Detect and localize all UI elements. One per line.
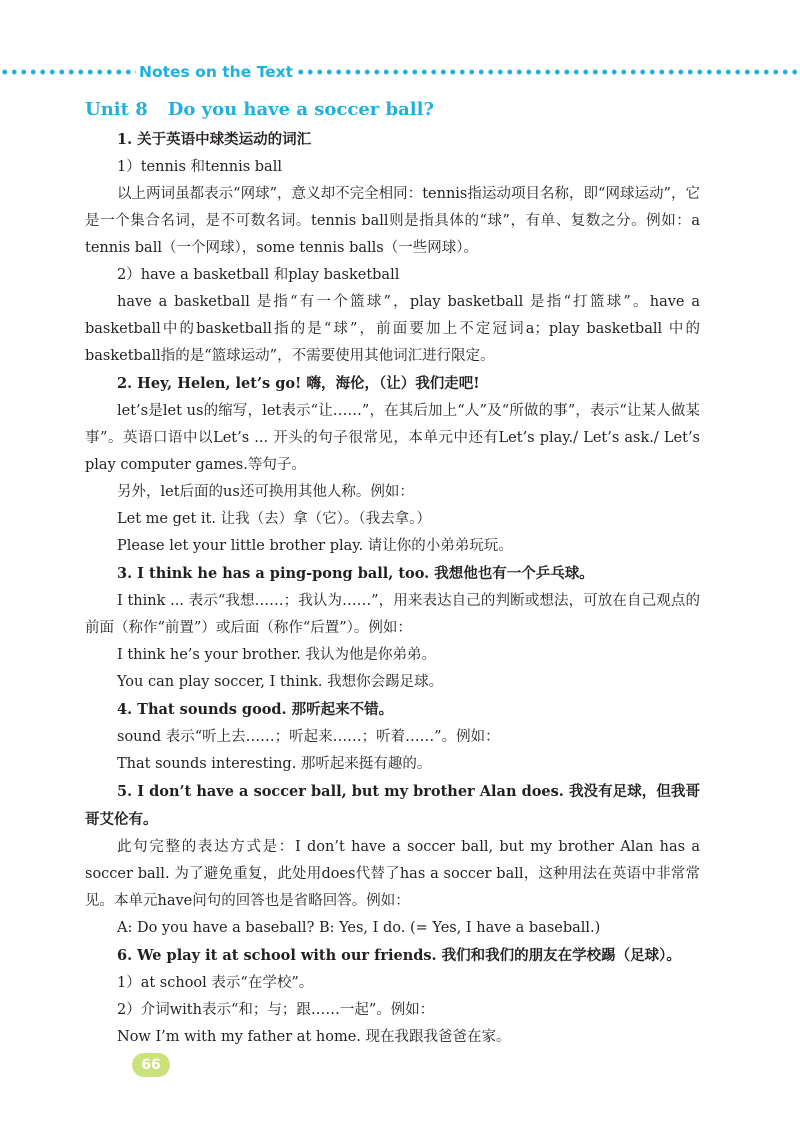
note-3-para: I think ... 表示“我想……；我认为……”，用来表达自己的判断或想法，可放在自己观点的前面（称作“前置”）或后面（称作“后置”）。例如： (85, 593, 700, 636)
note-2-para-1: let’s是let us的缩写，let表示“让……”，在其后加上“人”及“所做的事”，表示“让某人做某事”。英语口语中以Let’s ... 开头的句子很常见，本单元中还有Let’s play./ Let’s ask./ Let’s play computer games.等句子。 (85, 403, 700, 473)
unit-title: Do you have a soccer ball? (167, 99, 435, 120)
note-6-sub-2: 2）介词with表示“和；与；跟……一起”。例如： (117, 1002, 435, 1018)
page-number: 66 (132, 1053, 170, 1077)
section-header (0, 60, 800, 84)
note-1-para-1: 以上两词虽都表示“网球”，意义却不完全相同：tennis指运动项目名称，即“网球运动”，它是一个集合名词，是不可数名词。tennis ball则是指具体的“球”，有单、复数之分。例如：a tennis ball（一个网球），some tennis balls（一些网球）。 (85, 186, 700, 256)
note-5-para: 此句完整的表达方式是：I don’t have a soccer ball, but my brother Alan has a soccer ball. 为了避免重复，此处用does代替了has a soccer ball，这种用法在英语中非常常见。本单元have问句的回答也是省略回答。例如： (85, 839, 700, 909)
unit-label: Unit 8 (85, 99, 148, 120)
note-5-heading: 5. I don’t have a soccer ball, but my brother Alan does. 我没有足球，但我哥哥艾伦有。 (85, 783, 700, 828)
note-3-example-1: I think he’s your brother. 我认为他是你弟弟。 (117, 647, 436, 663)
note-2-example-1: Let me get it. 让我（去）拿（它）。（我去拿。） (117, 511, 431, 527)
note-1-para-2: have a basketball 是指“有一个篮球”，play basketball 是指“打篮球”。have a basketball中的basketball指的是“球”，前面要加上不定冠词a；play basketball 中的basketball指的是“篮球运动”，不需要使用其他词汇进行限定。 (85, 294, 700, 364)
note-4-para: sound 表示“听上去……；听起来……；听着……”。例如： (117, 729, 500, 745)
note-1-sub-1: 1）tennis 和tennis ball (117, 159, 282, 175)
note-5-example: A: Do you have a baseball? B: Yes, I do. (= Yes, I have a baseball.) (117, 920, 601, 936)
note-6-example: Now I’m with my father at home. 现在我跟我爸爸在家。 (117, 1029, 511, 1045)
note-1-sub-2: 2）have a basketball 和play basketball (117, 267, 400, 283)
header-title: Notes on the Text (139, 63, 294, 81)
note-2-heading: 2. Hey, Helen, let’s go! 嗨，海伦，（让）我们走吧! (117, 375, 480, 392)
note-3-heading: 3. I think he has a ping-pong ball, too. 我想他也有一个乒乓球。 (117, 565, 594, 582)
note-2-example-2: Please let your little brother play. 请让你的小弟弟玩玩。 (117, 538, 513, 554)
note-6-sub-1: 1）at school 表示“在学校”。 (117, 975, 314, 991)
note-1-heading: 1. 关于英语中球类运动的词汇 (117, 131, 312, 148)
note-3-example-2: You can play soccer, I think. 我想你会踢足球。 (117, 674, 444, 690)
header-dots-left (0, 69, 136, 75)
note-2-para-2: 另外，let后面的us还可换用其他人称。例如： (117, 484, 414, 500)
unit-heading (85, 98, 700, 122)
header-dots-right (296, 69, 800, 75)
note-6-heading: 6. We play it at school with our friends. 我们和我们的朋友在学校踢（足球）。 (117, 947, 681, 964)
note-4-example: That sounds interesting. 那听起来挺有趣的。 (117, 756, 432, 772)
notes-content (85, 98, 700, 1051)
note-4-heading: 4. That sounds good. 那听起来不错。 (117, 701, 394, 718)
